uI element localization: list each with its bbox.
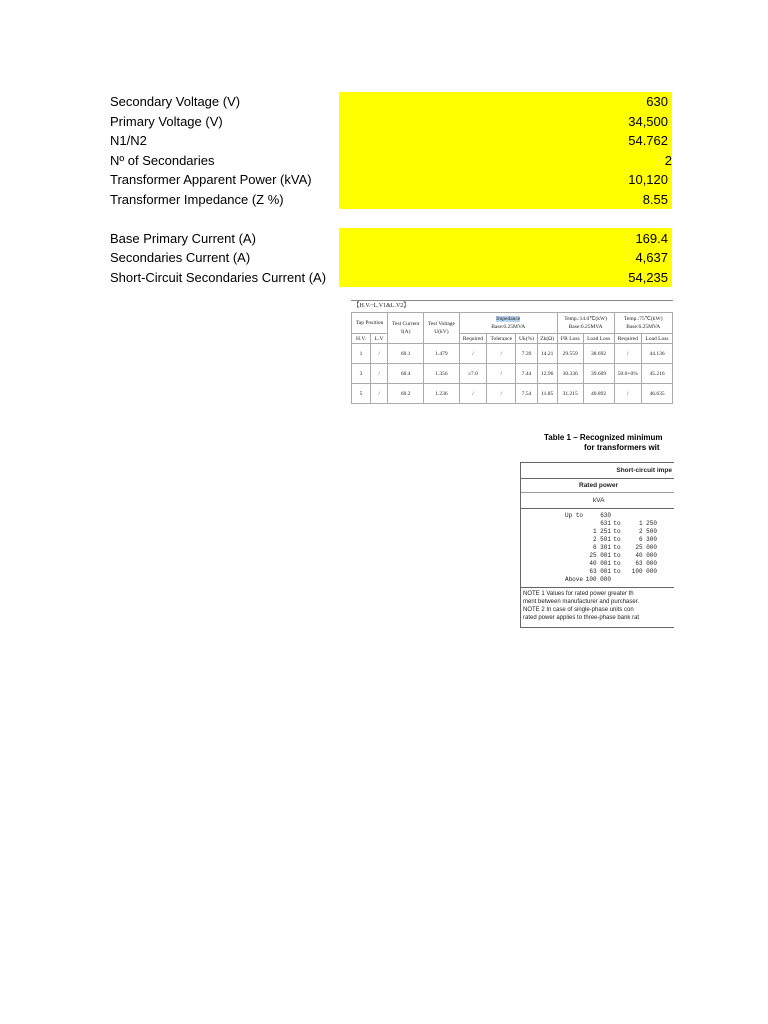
row-value[interactable]: 34,500 <box>339 112 672 132</box>
test-table-title: 【H.V.~L.V1&L.V2】 <box>352 301 673 313</box>
standard-title-line1: Table 1 – Recognized minimum <box>544 433 663 442</box>
note2-line2: rated power applies to three-phase bank rat <box>523 615 640 621</box>
row-label: Short-Circuit Secondaries Current (A) <box>110 269 327 285</box>
row-primary-voltage[interactable] <box>110 112 672 132</box>
cell: 60.4 <box>388 364 424 384</box>
list-item: 25 001 to 40 000 <box>589 552 657 559</box>
cell: 60.2 <box>388 384 424 404</box>
embedded-standard-title <box>544 433 663 453</box>
cell: / <box>371 344 388 364</box>
cell: / <box>487 384 516 404</box>
cell: 31.215 <box>557 384 583 404</box>
list-item: Above 100 000 <box>564 576 611 583</box>
row-base-primary-current[interactable] <box>110 229 672 249</box>
cell: / <box>371 364 388 384</box>
note2-line1: NOTE 2 In case of single-phase units con <box>523 607 634 613</box>
list-item: Up to 630 <box>564 512 611 519</box>
test-report-table <box>351 301 673 404</box>
row-label: Secondary Voltage (V) <box>110 94 241 109</box>
cell: 3 <box>352 364 371 384</box>
header-required-75: Required <box>614 334 641 344</box>
cell: 7.39 <box>516 344 537 364</box>
cell: 1 <box>352 344 371 364</box>
header-required: Required <box>459 334 486 344</box>
standard-notes <box>521 587 674 622</box>
row-label: Nº of Secondaries <box>110 152 215 168</box>
header-hv: H.V. <box>352 334 371 344</box>
list-item: 631 to 1 250 <box>600 520 657 527</box>
cell: 38.692 <box>583 344 614 364</box>
cell: / <box>487 344 516 364</box>
cell: 7.44 <box>516 364 537 384</box>
row-short-circuit-current[interactable] <box>110 268 672 288</box>
row-turns-ratio[interactable] <box>110 131 672 151</box>
cell: 29.559 <box>557 344 583 364</box>
embedded-standard-table-image[interactable] <box>520 462 674 628</box>
row-impedance[interactable] <box>110 190 672 210</box>
cell: 14.21 <box>537 344 557 364</box>
cell: 50.0+0% <box>614 364 641 384</box>
cell: 11.85 <box>537 384 557 404</box>
cell: 7.54 <box>516 384 537 404</box>
list-item: 40 001 to 63 000 <box>589 560 657 567</box>
cell: 1.356 <box>424 364 460 384</box>
cell: 12.96 <box>537 364 557 384</box>
cell: ≥7.0 <box>459 364 486 384</box>
table-row <box>352 364 673 384</box>
row-label: Transformer Apparent Power (kVA) <box>110 172 312 187</box>
header-impedance: Impedance Base:6.25MVA <box>459 313 557 334</box>
row-label: Transformer Impedance (Z %) <box>110 191 284 207</box>
cell: 60.1 <box>388 344 424 364</box>
cell: 44.136 <box>642 344 673 364</box>
cell: / <box>487 364 516 384</box>
list-item: 2 501 to 6 300 <box>592 536 657 543</box>
row-value[interactable]: 8.55 <box>339 190 672 210</box>
header-test-current: Test Current I(A) <box>388 313 424 344</box>
standard-rated-power: Rated power <box>521 479 674 493</box>
note1-line1: NOTE 1 Values for rated power greater th <box>523 591 634 597</box>
row-label: Primary Voltage (V) <box>110 113 223 129</box>
list-item: 1 251 to 2 500 <box>592 528 657 535</box>
header-i2r-loss: I²R Loss <box>557 334 583 344</box>
standard-title-line2: for transformers wit <box>584 443 660 452</box>
row-label: Base Primary Current (A) <box>110 230 256 246</box>
cell: 5 <box>352 384 371 404</box>
row-value[interactable]: 630 <box>339 92 672 112</box>
list-item: 6 301 to 25 000 <box>592 544 657 551</box>
header-lv: L.V <box>371 334 388 344</box>
row-number-of-secondaries[interactable] <box>110 151 672 171</box>
row-apparent-power[interactable] <box>110 170 672 190</box>
header-load-loss-75: Load Loss <box>642 334 673 344</box>
note1-line2: ment between manufacturer and purchaser. <box>523 599 640 605</box>
cell: 1.236 <box>424 384 460 404</box>
row-value[interactable]: 169.4 <box>339 229 672 249</box>
table-row <box>352 344 673 364</box>
cell: / <box>459 344 486 364</box>
cell: / <box>614 344 641 364</box>
cell: / <box>614 384 641 404</box>
header-zk: Zk(Ω) <box>537 334 557 344</box>
cell: 46.635 <box>642 384 673 404</box>
cell: / <box>371 384 388 404</box>
standard-unit: kVA <box>521 493 674 509</box>
cell: 1.479 <box>424 344 460 364</box>
row-value[interactable]: 2 <box>339 151 672 171</box>
table-row <box>352 384 673 404</box>
row-secondary-voltage[interactable] <box>110 92 672 112</box>
row-value[interactable]: 10,120 <box>339 170 672 190</box>
cell: 40.892 <box>583 384 614 404</box>
embedded-test-report-image[interactable] <box>351 300 673 397</box>
row-label: Secondaries Current (A) <box>110 250 251 265</box>
header-tolerance: Tolerance <box>487 334 516 344</box>
header-test-voltage: Test Voltage U(kV) <box>424 313 460 344</box>
header-temp75: Temp.:75℃(kW) Base:6.25MVA <box>614 313 672 334</box>
cell: / <box>459 384 486 404</box>
header-uk: Uk(%) <box>516 334 537 344</box>
standard-header: Short-circuit impe <box>521 463 674 479</box>
row-secondaries-current[interactable] <box>110 248 672 268</box>
row-value[interactable]: 4,637 <box>339 248 672 268</box>
row-value[interactable]: 54.762 <box>339 131 672 151</box>
header-temp14: Temp.:14.0℃(kW) Base:6.25MVA <box>557 313 614 334</box>
cell: 39.609 <box>583 364 614 384</box>
header-tap-position: Tap Position <box>352 313 388 334</box>
list-item: 63 001 to 100 000 <box>589 568 657 575</box>
header-load-loss: Load Loss <box>583 334 614 344</box>
cell: 45.216 <box>642 364 673 384</box>
row-label: N1/N2 <box>110 133 147 148</box>
row-value[interactable]: 54,235 <box>339 268 672 288</box>
cell: 30.336 <box>557 364 583 384</box>
